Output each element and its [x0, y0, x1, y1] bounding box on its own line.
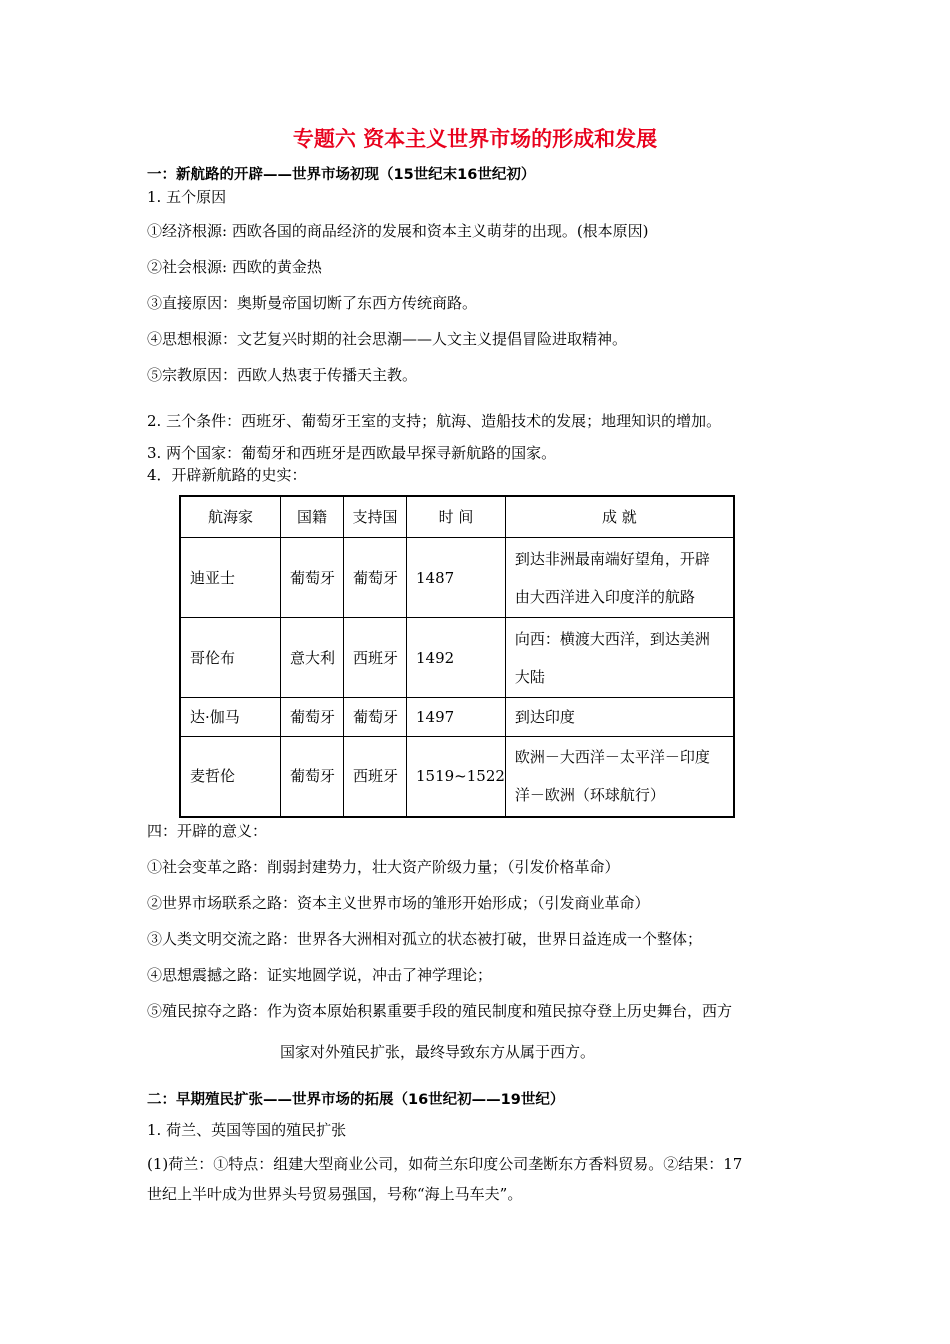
header-nationality: 国籍	[281, 496, 344, 538]
cell-navigator: 麦哲伦	[180, 737, 281, 817]
table-row	[180, 538, 734, 618]
cell-nationality: 葡萄牙	[281, 737, 344, 817]
cell-nationality: 葡萄牙	[281, 698, 344, 737]
cell-achievement	[505, 618, 734, 698]
achievement-line-2: 大陆	[514, 667, 545, 686]
significance-1: ①社会变革之路：削弱封建势力，壮大资产阶级力量；（引发价格革命）	[147, 858, 620, 876]
cell-navigator: 达·伽马	[180, 698, 281, 737]
achievement-line-2: 由大西洋进入印度洋的航路	[514, 587, 695, 606]
reason-4: ④思想根源：文艺复兴时期的社会思潮——人文主义提倡冒险进取精神。	[147, 330, 628, 348]
table-header-row	[180, 496, 734, 538]
reasons-title: 1. 五个原因	[147, 188, 227, 206]
header-navigator: 航海家	[180, 496, 281, 538]
section1-heading: 一：新航路的开辟——世界市场初现（15世纪末16世纪初）	[147, 167, 536, 183]
significance-2: ②世界市场联系之路：资本主义世界市场的雏形开始形成；（引发商业革命）	[147, 894, 650, 912]
cell-time: 1487	[407, 538, 506, 618]
achievement-line-1: 向西：横渡大西洋，到达美洲	[514, 629, 710, 648]
header-time: 时 间	[407, 496, 506, 538]
reason-3: ③直接原因：奥斯曼帝国切断了东西方传统商路。	[147, 294, 478, 312]
significance-3: ③人类文明交流之路：世界各大洲相对孤立的状态被打破，世界日益连成一个整体；	[147, 930, 703, 948]
cell-sponsor: 西班牙	[344, 737, 407, 817]
cell-navigator: 迪亚士	[180, 538, 281, 618]
cell-achievement	[505, 698, 734, 737]
navigation-history-table	[179, 495, 735, 818]
netherlands-line-1: (1)荷兰：①特点：组建大型商业公司，如荷兰东印度公司垄断东方香料贸易。②结果：17	[147, 1155, 743, 1173]
cell-time: 1492	[407, 618, 506, 698]
cell-achievement	[505, 737, 734, 817]
cell-time: 1497	[407, 698, 506, 737]
header-achievement: 成 就	[505, 496, 734, 538]
achievement-line-1: 到达非洲最南端好望角，开辟	[514, 549, 710, 568]
history-title: 4．开辟新航路的史实：	[147, 466, 307, 484]
netherlands-line-2: 世纪上半叶成为世界头号贸易强国，号称“海上马车夫”。	[147, 1185, 523, 1203]
cell-sponsor: 葡萄牙	[344, 538, 407, 618]
reason-5: ⑤宗教原因：西欧人热衷于传播天主教。	[147, 366, 418, 384]
document-title: 专题六 资本主义世界市场的形成和发展	[292, 127, 658, 151]
conditions-line: 2. 三个条件：西班牙、葡萄牙王室的支持；航海、造船技术的发展；地理知识的增加。	[147, 412, 722, 430]
cell-achievement	[505, 538, 734, 618]
cell-nationality: 意大利	[281, 618, 344, 698]
achievement-line-1: 欧洲－大西洋－太平洋－印度	[514, 748, 710, 767]
significance-5: ⑤殖民掠夺之路：作为资本原始积累重要手段的殖民制度和殖民掠夺登上历史舞台，西方	[147, 1002, 733, 1020]
achievement-line-1: 到达印度	[514, 708, 575, 726]
table-row	[180, 618, 734, 698]
cell-sponsor: 葡萄牙	[344, 698, 407, 737]
reason-1: ①经济根源: 西欧各国的商品经济的发展和资本主义萌芽的出现。(根本原因)	[147, 222, 649, 240]
section2-heading: 二：早期殖民扩张——世界市场的拓展（16世纪初——19世纪）	[147, 1092, 565, 1108]
table-row	[180, 698, 734, 737]
cell-time: 1519~1522	[407, 737, 506, 817]
cell-nationality: 葡萄牙	[281, 538, 344, 618]
significance-title: 四：开辟的意义：	[147, 822, 268, 840]
countries-line: 3. 两个国家：葡萄牙和西班牙是西欧最早探寻新航路的国家。	[147, 444, 557, 462]
reason-2: ②社会根源: 西欧的黄金热	[147, 258, 322, 276]
significance-5-continued: 国家对外殖民扩张，最终导致东方从属于西方。	[280, 1043, 596, 1061]
header-sponsor: 支持国	[344, 496, 407, 538]
cell-navigator: 哥伦布	[180, 618, 281, 698]
achievement-line-2: 洋－欧洲（环球航行）	[514, 786, 665, 805]
table-row	[180, 737, 734, 817]
cell-sponsor: 西班牙	[344, 618, 407, 698]
significance-4: ④思想震撼之路：证实地圆学说，冲击了神学理论；	[147, 966, 493, 984]
section2-item-1: 1. 荷兰、英国等国的殖民扩张	[147, 1121, 347, 1139]
